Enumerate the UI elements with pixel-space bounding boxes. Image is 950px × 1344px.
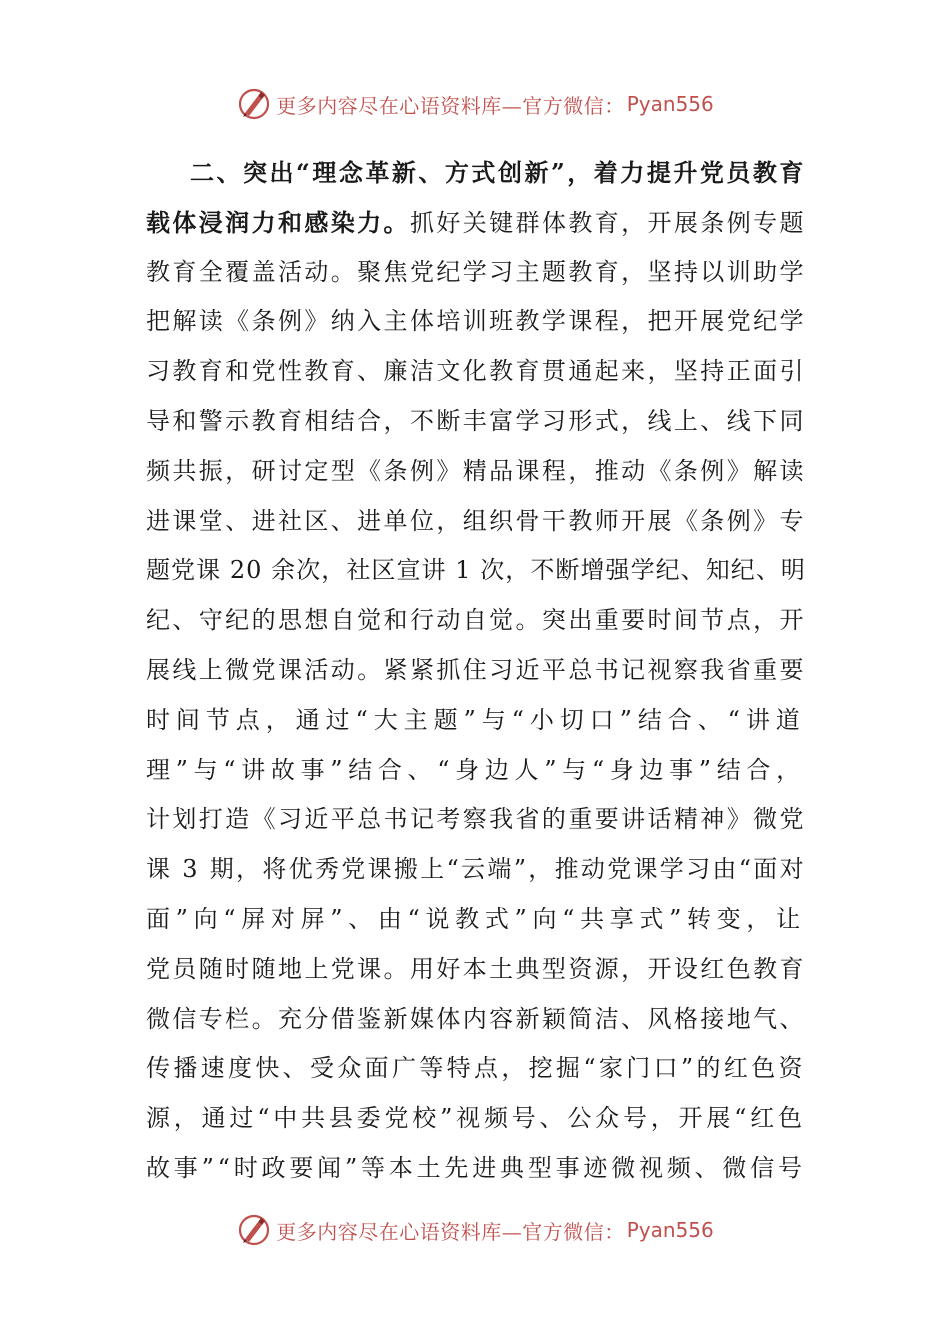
text-line xyxy=(146,248,806,298)
bold-heading-text: 载体浸润力和感染力。 xyxy=(146,207,410,237)
text-line xyxy=(146,148,806,198)
text-line xyxy=(146,198,806,248)
body-text: 党员随时随地上党课。用好本土典型资源，开设红色教育 xyxy=(146,954,806,983)
document-body xyxy=(146,148,806,1194)
body-text: 教育全覆盖活动。聚焦党纪学习主题教育，坚持以训助学 xyxy=(146,257,806,286)
text-line xyxy=(146,447,806,497)
text-line xyxy=(146,397,806,447)
text-line xyxy=(146,795,806,845)
text-line xyxy=(146,347,806,397)
text-line xyxy=(146,1144,806,1194)
body-text: 抓好关键群体教育，开展条例专题 xyxy=(409,208,806,237)
body-text: 面”向“屏对屏”、由“说教式”向“共享式”转变，让 xyxy=(146,904,806,933)
body-text: 时间节点，通过“大主题”与“小切口”结合、“讲道 xyxy=(146,705,806,734)
text-line-content xyxy=(146,895,806,945)
body-text: 课 3 期，将优秀党课搬上“云端”，推动党课学习由“面对 xyxy=(146,855,806,884)
text-line xyxy=(146,845,806,895)
text-line-content xyxy=(146,497,806,547)
footer-watermark xyxy=(0,1210,950,1250)
text-line-content xyxy=(146,696,806,746)
text-line-content xyxy=(146,297,806,347)
body-text: 频共振，研讨定型《条例》精品课程，推动《条例》解读 xyxy=(146,456,806,485)
watermark-wechat-id: Pyan556 xyxy=(626,1218,714,1242)
text-line xyxy=(146,546,806,596)
watermark-wechat-id: Pyan556 xyxy=(626,92,714,116)
body-text: 习教育和党性教育、廉洁文化教育贯通起来，坚持正面引 xyxy=(146,357,806,386)
body-text: 展线上微党课活动。紧紧抓住习近平总书记视察我省重要 xyxy=(146,655,806,684)
text-line-content xyxy=(146,596,806,646)
text-line-content xyxy=(146,198,806,249)
watermark-text: 更多内容尽在心语资料库—官方微信： xyxy=(276,1219,625,1244)
body-text: 源，通过“中共县委党校”视频号、公众号，开展“红色 xyxy=(146,1104,806,1133)
text-line xyxy=(146,596,806,646)
body-text: 微信专栏。充分借鉴新媒体内容新颖简洁、风格接地气、 xyxy=(146,1004,806,1033)
pen-logo-icon xyxy=(236,86,272,122)
header-watermark xyxy=(0,84,950,124)
body-text: 传播速度快、受众面广等特点，挖掘“家门口”的红色资 xyxy=(146,1054,806,1083)
text-line-content xyxy=(146,746,806,796)
text-line xyxy=(146,945,806,995)
watermark-text: 更多内容尽在心语资料库—官方微信： xyxy=(276,93,625,118)
text-line-content xyxy=(146,995,806,1045)
body-text: 故事”“时政要闻”等本土先进典型事迹微视频、微信号 xyxy=(146,1153,806,1182)
text-line xyxy=(146,646,806,696)
text-line xyxy=(146,895,806,945)
text-line-content xyxy=(146,845,806,895)
text-line-content xyxy=(146,1144,806,1194)
text-line xyxy=(146,497,806,547)
body-text: 把解读《条例》纳入主体培训班教学课程，把开展党纪学 xyxy=(146,307,806,336)
text-line-content xyxy=(146,795,806,845)
text-line-content xyxy=(146,397,806,447)
text-line-content xyxy=(146,347,806,397)
body-text: 理”与“讲故事”结合、“身边人”与“身边事”结合， xyxy=(146,755,806,784)
text-line-content xyxy=(190,148,806,199)
body-text: 导和警示教育相结合，不断丰富学习形式，线上、线下同 xyxy=(146,406,806,435)
body-text: 进课堂、进社区、进单位，组织骨干教师开展《条例》专 xyxy=(146,506,806,535)
bold-heading-text: 二、突出“理念革新、方式创新”，着力提升党员教育 xyxy=(190,158,806,187)
text-line xyxy=(146,297,806,347)
text-line-content xyxy=(146,248,806,298)
body-text: 纪、守纪的思想自觉和行动自觉。突出重要时间节点，开 xyxy=(146,606,806,635)
pen-logo-icon xyxy=(236,1212,272,1248)
text-line-content xyxy=(146,1044,806,1094)
text-line-content xyxy=(146,646,806,696)
text-line xyxy=(146,1094,806,1144)
text-line-content xyxy=(146,447,806,497)
body-text: 计划打造《习近平总书记考察我省的重要讲话精神》微党 xyxy=(146,805,806,834)
text-line-content xyxy=(146,945,806,995)
text-line-content xyxy=(146,546,806,596)
text-line xyxy=(146,1044,806,1094)
text-line xyxy=(146,746,806,796)
text-line-content xyxy=(146,1094,806,1144)
text-line xyxy=(146,995,806,1045)
body-text: 题党课 20 余次，社区宣讲 1 次，不断增强学纪、知纪、明 xyxy=(146,556,806,585)
text-line xyxy=(146,696,806,746)
